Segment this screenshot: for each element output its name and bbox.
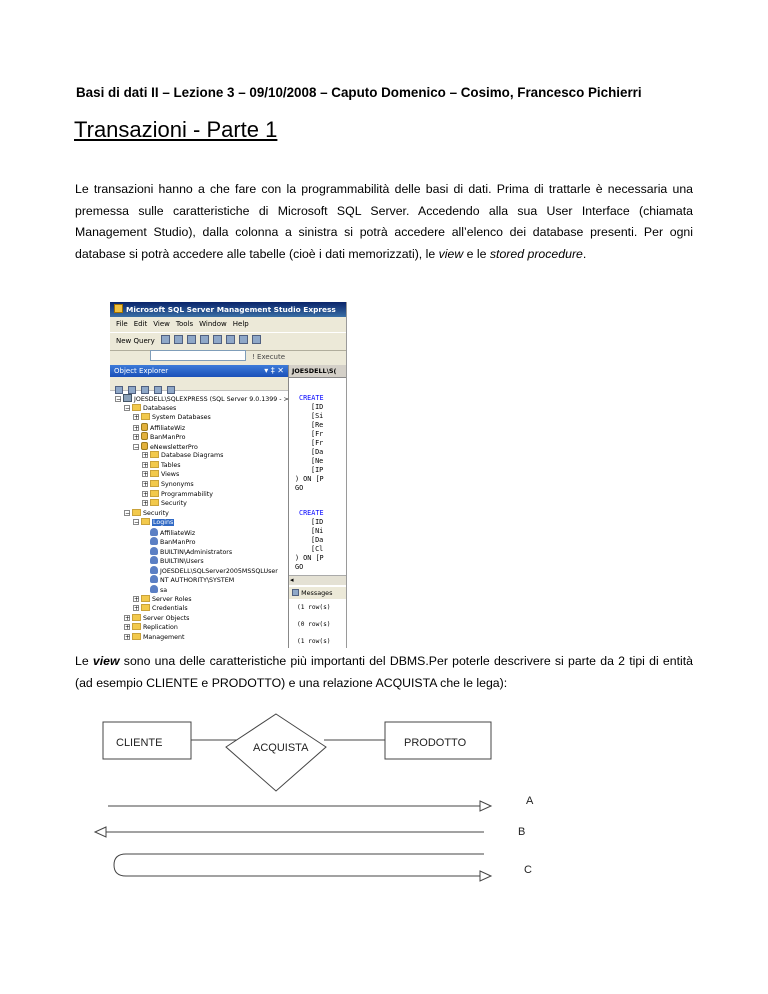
messages-icon (292, 589, 299, 596)
folder-icon (141, 604, 150, 611)
messages-tab[interactable]: Messages (289, 587, 346, 600)
code-line: [ID (311, 518, 324, 526)
filter-icon[interactable] (167, 386, 175, 394)
tree-node-label: Credentials (152, 605, 188, 613)
tree-node-label: Synonyms (161, 480, 194, 488)
arrow-a-head (480, 801, 491, 811)
collapse-icon[interactable]: − (116, 396, 122, 403)
toolbar-icon[interactable] (226, 335, 235, 344)
intro-paragraph: Le transazioni hanno a che fare con la programmabilità delle basi di dati. Prima di trattarle è necessaria una premessa sulle caratteristiche di Microsoft SQL Server. Accedendo alla sua User Interface (chiamata Management Studio), dalla colonna a sinistra si potrà accedere all’elenco dei database presenti. Per ogni database si potrà accedere alle tabelle (cioè i dati memorizzati), le view e le stored procedure. (75, 182, 693, 261)
query-editor[interactable] (289, 365, 346, 587)
tree-node-label: BUILTIN\Administrators (160, 548, 233, 556)
folder-icon (132, 509, 141, 516)
new-file-icon[interactable] (161, 335, 170, 344)
collapse-icon[interactable]: − (134, 519, 140, 527)
code-line: ) ON [P (295, 475, 324, 483)
code-line: [Fr (311, 439, 324, 447)
menu-file[interactable]: File (116, 320, 128, 328)
code-line: CREATE (299, 394, 324, 402)
message-line: (1 row(s) (297, 604, 331, 611)
tree-node-label: Tables (161, 461, 181, 469)
message-line: (1 row(s) (297, 638, 331, 645)
open-icon[interactable] (174, 335, 183, 344)
collapse-icon[interactable]: − (134, 443, 140, 451)
execute-button[interactable]: ! Execute (252, 353, 286, 361)
code-line: [Cl (311, 545, 324, 553)
save-all-icon[interactable] (200, 335, 209, 344)
object-explorer-header: Object Explorer ▾ ‡ ✕ (110, 365, 288, 377)
messages-pane (289, 599, 346, 648)
er-diagram (92, 710, 552, 885)
tree-node-label: sa (160, 587, 168, 594)
database-icon (141, 423, 148, 431)
tree-node-label: Server Roles (152, 595, 192, 603)
folder-icon (150, 451, 159, 458)
code-line: [Da (311, 448, 324, 456)
code-line: [Re (311, 421, 324, 429)
group-icon (150, 566, 158, 574)
tree-node[interactable] (142, 470, 179, 480)
tree-node-label: BUILTIN\Users (160, 558, 204, 566)
group-icon (150, 556, 158, 564)
tree-node-label: AffiliateWiz (160, 529, 196, 537)
menu-view[interactable]: View (153, 320, 170, 328)
ssms-screenshot (110, 302, 347, 648)
stop-icon[interactable] (141, 386, 149, 394)
tree-node[interactable] (133, 595, 192, 605)
tree-node[interactable] (142, 499, 187, 509)
entity-cliente-label: CLIENTE (116, 737, 163, 749)
code-line: [IP (311, 466, 324, 474)
code-line: [Da (311, 536, 324, 544)
relation-acquista-label: ACQUISTA (253, 742, 309, 754)
expand-icon[interactable]: + (134, 424, 140, 432)
disconnect-icon[interactable] (128, 386, 136, 394)
folder-icon (150, 461, 159, 468)
expand-icon[interactable]: + (143, 461, 149, 469)
user-icon (150, 528, 158, 536)
tree-node-label: Database Diagrams (161, 452, 224, 460)
expand-icon[interactable]: + (134, 595, 140, 603)
tree-node-label: Views (161, 471, 180, 479)
menu-tools[interactable]: Tools (175, 320, 194, 328)
user-icon (150, 575, 158, 583)
database-icon (141, 442, 148, 450)
tree-node[interactable] (124, 633, 184, 643)
arrow-c-path (114, 854, 484, 876)
folder-icon (132, 404, 141, 411)
expand-icon[interactable]: + (143, 480, 149, 488)
tree-node[interactable] (124, 614, 189, 624)
panel-controls[interactable]: ▾ ‡ ✕ (264, 366, 284, 375)
database-icon (141, 432, 148, 440)
scroll-left-icon[interactable]: ◂ (290, 576, 294, 584)
arrow-a-label: A (526, 795, 534, 807)
tree-node[interactable] (124, 623, 178, 633)
tree-node[interactable] (124, 509, 169, 519)
expand-icon[interactable]: + (143, 500, 149, 508)
tree-node-label: Security (161, 500, 187, 508)
tree-node-label: AffiliateWiz (150, 424, 186, 432)
folder-icon (132, 614, 141, 621)
folder-icon (141, 518, 150, 525)
tree-node[interactable] (133, 518, 174, 528)
window-titlebar: Microsoft SQL Server Management Studio Express (110, 302, 346, 317)
tree-node[interactable] (142, 490, 213, 500)
code-line: CREATE (299, 509, 324, 517)
new-query-button[interactable]: New Query (116, 337, 155, 345)
expand-icon[interactable]: + (134, 434, 140, 442)
expand-icon[interactable]: + (143, 490, 149, 498)
tree-node-label: Programmability (161, 490, 214, 498)
object-explorer-panel (110, 365, 289, 648)
folder-icon (150, 499, 159, 506)
code-line: [ID (311, 403, 324, 411)
view-paragraph: Le view sono una delle caratteristiche più importanti del DBMS.Per poterle descrivere si parte da 2 tipi di entità (ad esempio CLIENTE e PRODOTTO) e una relazione ACQUISTA che le lega): (75, 654, 693, 690)
tree-node[interactable] (142, 451, 223, 461)
message-line: (0 row(s) (297, 621, 331, 628)
tree-node-label: NT AUTHORITY\SYSTEM (160, 577, 235, 585)
expand-icon[interactable]: + (125, 633, 131, 641)
menu-help[interactable]: Help (232, 320, 249, 328)
collapse-icon[interactable]: − (125, 404, 131, 412)
tree-node-label: JOESDELL\SQLEXPRESS (SQL Server 9.0.1399 - > (134, 396, 289, 403)
menu-edit[interactable]: Edit (133, 320, 148, 328)
tree-node-label: BanManPro (150, 434, 186, 442)
expand-icon[interactable]: + (134, 605, 140, 613)
tree-node[interactable] (124, 404, 176, 414)
menu-bar (110, 317, 346, 332)
arrow-b-label: B (518, 826, 526, 838)
menu-window[interactable]: Window (199, 320, 227, 328)
query-toolbar (110, 350, 346, 365)
code-line: [Ne (311, 457, 324, 465)
tree-node[interactable] (142, 461, 181, 471)
folder-icon (132, 623, 141, 630)
document-header: Basi di dati II – Lezione 3 – 09/10/2008 – Caputo Domenico – Cosimo, Francesco Pichierri (76, 85, 642, 100)
code-line: GO (295, 484, 304, 492)
save-icon[interactable] (187, 335, 196, 344)
expand-icon[interactable]: + (143, 471, 149, 479)
tree-node-label: BanManPro (160, 539, 196, 547)
connect-icon[interactable] (115, 386, 123, 394)
expand-icon[interactable]: + (143, 452, 149, 460)
tree-node-label: System Databases (152, 414, 211, 422)
tree-node-label: eNewsletterPro (150, 443, 198, 451)
object-explorer-toolbar (110, 377, 288, 391)
tree-node-label: JOESDELL\SQLServer2005MSSQLUser (160, 567, 278, 575)
tree-node[interactable] (133, 413, 211, 423)
app-icon (114, 304, 123, 313)
arrow-c-head (480, 871, 491, 881)
toolbar-icon[interactable] (213, 335, 222, 344)
code-line: GO (295, 563, 304, 571)
entity-prodotto-label: PRODOTTO (404, 737, 467, 749)
user-icon (150, 537, 158, 545)
tree-node-label: Management (143, 633, 185, 641)
code-line: [Fr (311, 430, 324, 438)
group-icon (150, 547, 158, 555)
tree-node[interactable] (142, 480, 194, 490)
expand-icon[interactable]: + (125, 624, 131, 632)
arrow-b-head (95, 827, 106, 837)
code-line: [Si (311, 412, 324, 420)
expand-icon[interactable]: + (134, 414, 140, 422)
code-line: [Ni (311, 527, 324, 535)
toolbar-icon[interactable] (239, 335, 248, 344)
tree-node-label: Logins (153, 519, 174, 527)
folder-icon (141, 595, 150, 602)
section-title: Transazioni - Parte 1 (74, 117, 278, 142)
tree-node-label: Security (143, 509, 169, 517)
database-dropdown[interactable] (150, 350, 246, 361)
toolbar-icon[interactable] (252, 335, 261, 344)
code-line: ) ON [P (295, 554, 324, 562)
tree-node-label: Databases (143, 404, 177, 412)
folder-icon (150, 480, 159, 487)
tree-node-label: Server Objects (143, 614, 190, 622)
tree-node[interactable] (133, 604, 188, 614)
server-icon (123, 394, 132, 402)
collapse-icon[interactable]: − (125, 509, 131, 517)
folder-icon (150, 490, 159, 497)
folder-icon (141, 413, 150, 420)
tree-node-label: Replication (143, 624, 178, 632)
folder-icon (132, 633, 141, 640)
expand-icon[interactable]: + (125, 614, 131, 622)
refresh-icon[interactable] (154, 386, 162, 394)
folder-icon (150, 470, 159, 477)
user-icon (150, 585, 158, 593)
standard-toolbar (110, 332, 346, 351)
query-tab[interactable]: JOESDELL\S( (289, 365, 346, 378)
arrow-c-label: C (524, 864, 532, 876)
editor-scrollbar[interactable] (289, 575, 346, 585)
